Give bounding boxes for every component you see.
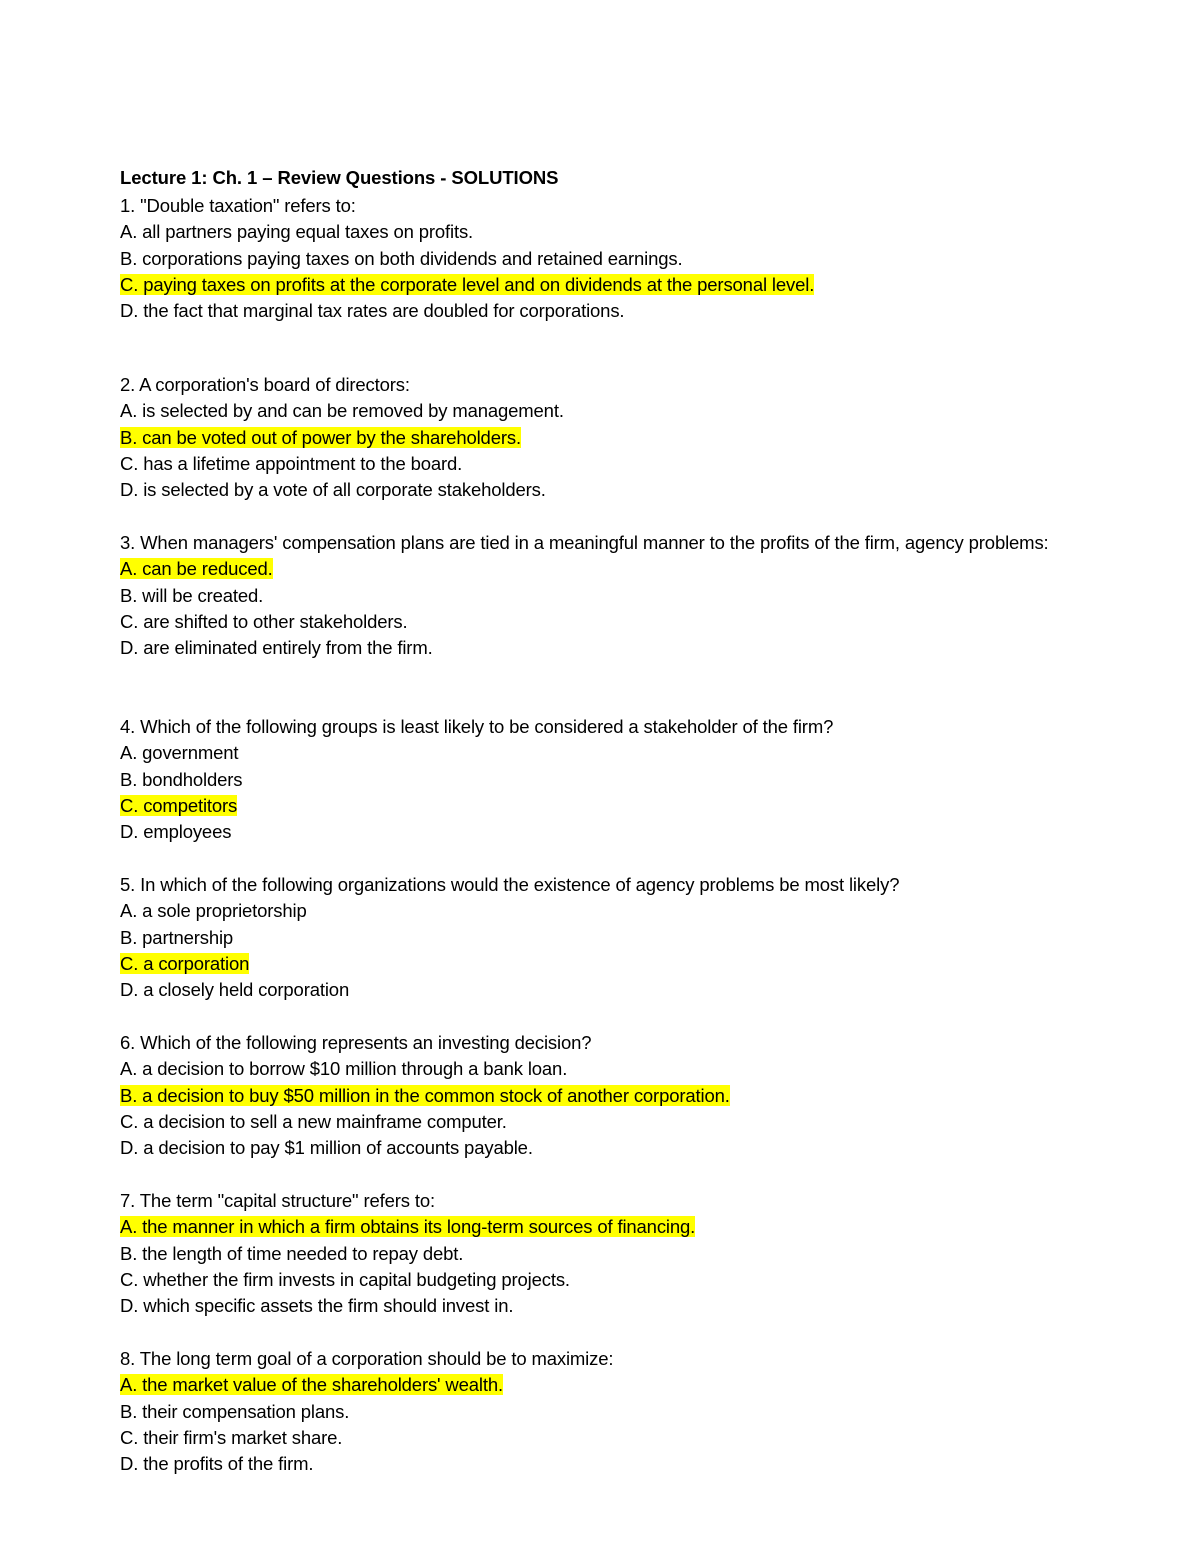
highlighted-answer: C. competitors: [120, 794, 238, 816]
question-prompt: 4. Which of the following groups is least likely to be considered a stakeholder of the firm?: [120, 716, 834, 737]
answer-option-c: C. has a lifetime appointment to the board.: [120, 452, 463, 474]
answer-option-b: B. partnership: [120, 926, 234, 948]
answer-option-d: D. the fact that marginal tax rates are doubled for corporations.: [120, 300, 625, 322]
answer-option-b: B. bondholders: [120, 768, 243, 790]
question-1: [120, 193, 1080, 324]
highlighted-answer: A. can be reduced.: [120, 558, 273, 580]
highlighted-answer: C. paying taxes on profits at the corporate level and on dividends at the personal level.: [120, 273, 815, 295]
highlighted-answer: B. a decision to buy $50 million in the common stock of another corporation.: [120, 1084, 730, 1106]
question-prompt: 8. The long term goal of a corporation should be to maximize:: [120, 1348, 614, 1369]
question-prompt: 1. "Double taxation" refers to:: [120, 195, 356, 216]
question-4: [120, 714, 1080, 845]
answer-option-b: B. the length of time needed to repay debt.: [120, 1242, 464, 1264]
question-2: [120, 372, 1080, 503]
answer-option-d: D. the profits of the firm.: [120, 1453, 314, 1475]
answer-option-c-correct: [120, 272, 1080, 298]
answer-option-b: B. corporations paying taxes on both dividends and retained earnings.: [120, 247, 683, 269]
answer-option-c: C. are shifted to other stakeholders.: [120, 610, 408, 632]
answer-option-a: A. is selected by and can be removed by management.: [120, 400, 564, 422]
question-6: [120, 1030, 1080, 1161]
highlighted-answer: B. can be voted out of power by the shareholders.: [120, 426, 521, 448]
question-prompt: 3. When managers' compensation plans are tied in a meaningful manner to the profits of the firm, agency problems:: [120, 532, 1049, 553]
question-3: [120, 530, 1080, 661]
answer-option-a: A. a decision to borrow $10 million through a bank loan.: [120, 1058, 568, 1080]
answer-option-d: D. a closely held corporation: [120, 979, 350, 1001]
answer-option-c: C. whether the firm invests in capital budgeting projects.: [120, 1268, 570, 1290]
answer-option-c: C. a decision to sell a new mainframe computer.: [120, 1110, 507, 1132]
question-8: [120, 1346, 1080, 1477]
answer-option-d: D. employees: [120, 821, 232, 843]
answer-option-b-correct: [120, 1083, 1080, 1109]
answer-option-b: B. their compensation plans.: [120, 1400, 350, 1422]
question-prompt: 5. In which of the following organizations would the existence of agency problems be most likely?: [120, 874, 900, 895]
question-prompt: 6. Which of the following represents an investing decision?: [120, 1032, 592, 1053]
answer-option-d: D. which specific assets the firm should invest in.: [120, 1295, 514, 1317]
answer-option-d: D. a decision to pay $1 million of accounts payable.: [120, 1137, 533, 1159]
answer-option-a: A. a sole proprietorship: [120, 900, 307, 922]
answer-option-a-correct: [120, 1214, 1080, 1240]
answer-option-b: B. will be created.: [120, 584, 264, 606]
highlighted-answer: A. the market value of the shareholders' wealth.: [120, 1374, 503, 1396]
answer-option-a-correct: [120, 1372, 1080, 1398]
question-5: [120, 872, 1080, 1003]
answer-option-a: A. all partners paying equal taxes on profits.: [120, 221, 474, 243]
answer-option-b-correct: [120, 425, 1080, 451]
question-7: [120, 1188, 1080, 1319]
question-prompt: 7. The term "capital structure" refers to:: [120, 1190, 435, 1211]
answer-option-c: C. their firm's market share.: [120, 1426, 343, 1448]
answer-option-d: D. are eliminated entirely from the firm.: [120, 637, 433, 659]
answer-option-a: A. government: [120, 742, 239, 764]
answer-option-d: D. is selected by a vote of all corporate stakeholders.: [120, 479, 546, 501]
answer-option-a-correct: [120, 556, 1080, 582]
answer-option-c-correct: [120, 793, 1080, 819]
highlighted-answer: C. a corporation: [120, 952, 250, 974]
answer-option-c-correct: [120, 951, 1080, 977]
highlighted-answer: A. the manner in which a firm obtains its long-term sources of financing.: [120, 1216, 696, 1238]
question-prompt: 2. A corporation's board of directors:: [120, 374, 410, 395]
document-title: Lecture 1: Ch. 1 – Review Questions - SOLUTIONS: [120, 167, 559, 188]
